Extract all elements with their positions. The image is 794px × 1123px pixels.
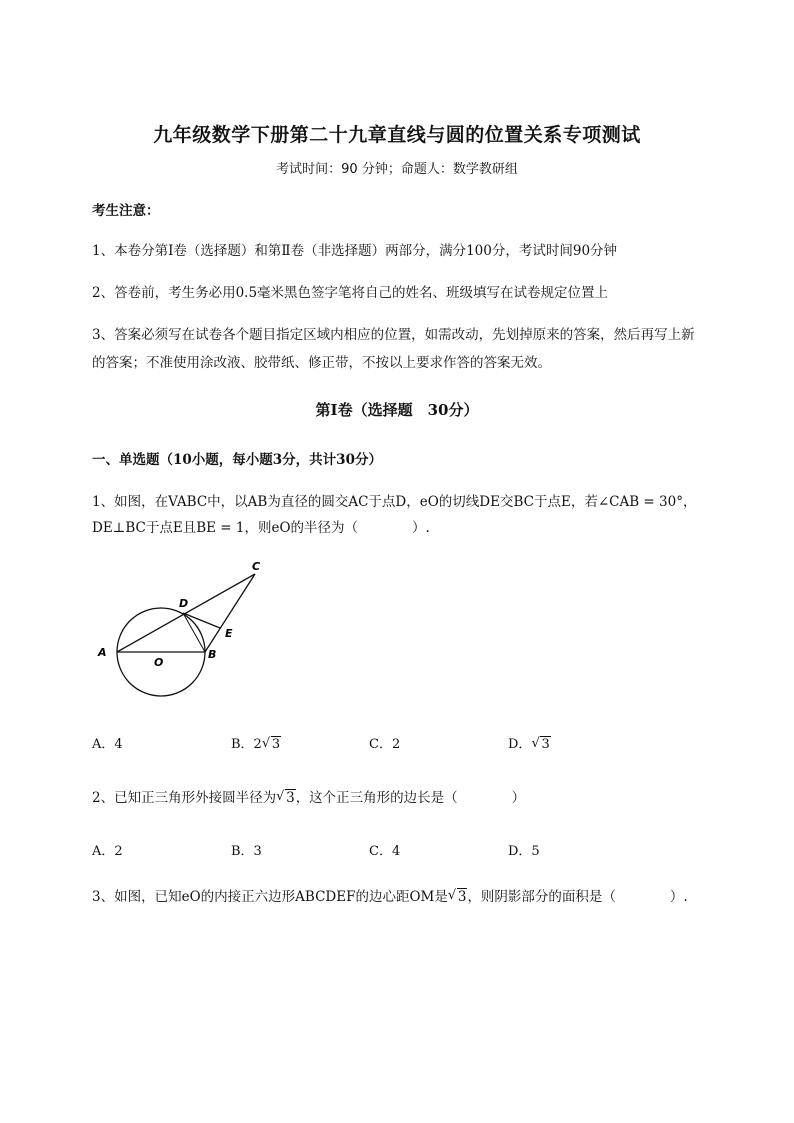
question-2-after: ，这个正三角形的边长是（ ） (295, 790, 526, 806)
exam-info: 考试时间：90 分钟；命题人：数学教研组 (276, 162, 518, 177)
page-title: 九年级数学下册第二十九章直线与圆的位置关系专项测试 (153, 124, 641, 146)
question-1-figure (90, 555, 280, 705)
notice-heading: 考生注意： (92, 203, 160, 219)
question-2-option-c[interactable]: C．4 (369, 844, 401, 859)
sqrt-symbol (262, 737, 281, 752)
question-1-option-c[interactable]: C．2 (369, 737, 401, 752)
question-3-after: ，则阴影部分的面积是（ ）. (467, 889, 688, 905)
part-title: 一、单选题（10小题，每小题3分，共计30分） (92, 452, 382, 468)
question-2-option-a[interactable]: A．2 (92, 844, 123, 859)
notice-item-2: 2、答卷前，考生务必用0.5毫米黑色签字笔将自己的姓名、班级填写在试卷规定位置上 (92, 285, 609, 301)
question-3-before: 3、如图，已知eO的内接正六边形ABCDEF的边心距OM是 (92, 889, 448, 905)
label-o: O (154, 656, 164, 669)
segment-bc (205, 574, 255, 652)
radicand: 3 (286, 790, 295, 806)
label-d: D (179, 597, 189, 610)
segment-bd (183, 613, 205, 652)
question-3-text (92, 883, 742, 911)
question-1-option-b[interactable] (231, 733, 281, 752)
question-2-option-b[interactable]: B．3 (231, 844, 262, 859)
question-1-line-2: DE⊥BC于点E且BE = 1，则eO的半径为（ ）. (92, 520, 430, 536)
segment-de (183, 613, 220, 628)
question-1-option-a[interactable]: A．4 (92, 737, 123, 752)
question-1-option-d[interactable] (508, 733, 551, 752)
question-2-option-d[interactable]: D．5 (508, 844, 540, 859)
label-b: B (208, 648, 217, 661)
section-title: 第Ⅰ卷（选择题 30分） (315, 401, 479, 419)
question-2-before: 2、已知正三角形外接圆半径为 (92, 790, 277, 806)
notice-item-3: 3、答案必须写在试卷各个题目指定区域内相应的位置，如需改动，先划掉原来的答案，然后再写上新的答案；不准使用涂改液、胶带纸、修正带，不按以上要求作答的答案无效。 (92, 327, 695, 371)
sqrt-symbol (531, 737, 550, 752)
radicand: 3 (457, 889, 467, 905)
option-b-prefix: B．2 (231, 737, 262, 752)
question-1-line-1: 1、如图，在VABC中，以AB为直径的圆交AC于点D，eO的切线DE交BC于点E，若∠CAB = 30°， (92, 494, 697, 510)
sqrt-symbol (276, 784, 296, 812)
label-e: E (225, 627, 233, 640)
radicand: 3 (541, 737, 550, 752)
notice-item-1: 1、本卷分第Ⅰ卷（选择题）和第Ⅱ卷（非选择题）两部分，满分100分，考试时间90分钟 (92, 243, 618, 259)
label-a: A (98, 646, 107, 659)
sqrt-symbol (448, 883, 468, 911)
label-c: C (252, 560, 261, 573)
segment-ac (117, 574, 255, 652)
question-2-text (92, 784, 712, 812)
radicand: 3 (271, 737, 281, 752)
option-d-prefix: D． (508, 737, 532, 752)
